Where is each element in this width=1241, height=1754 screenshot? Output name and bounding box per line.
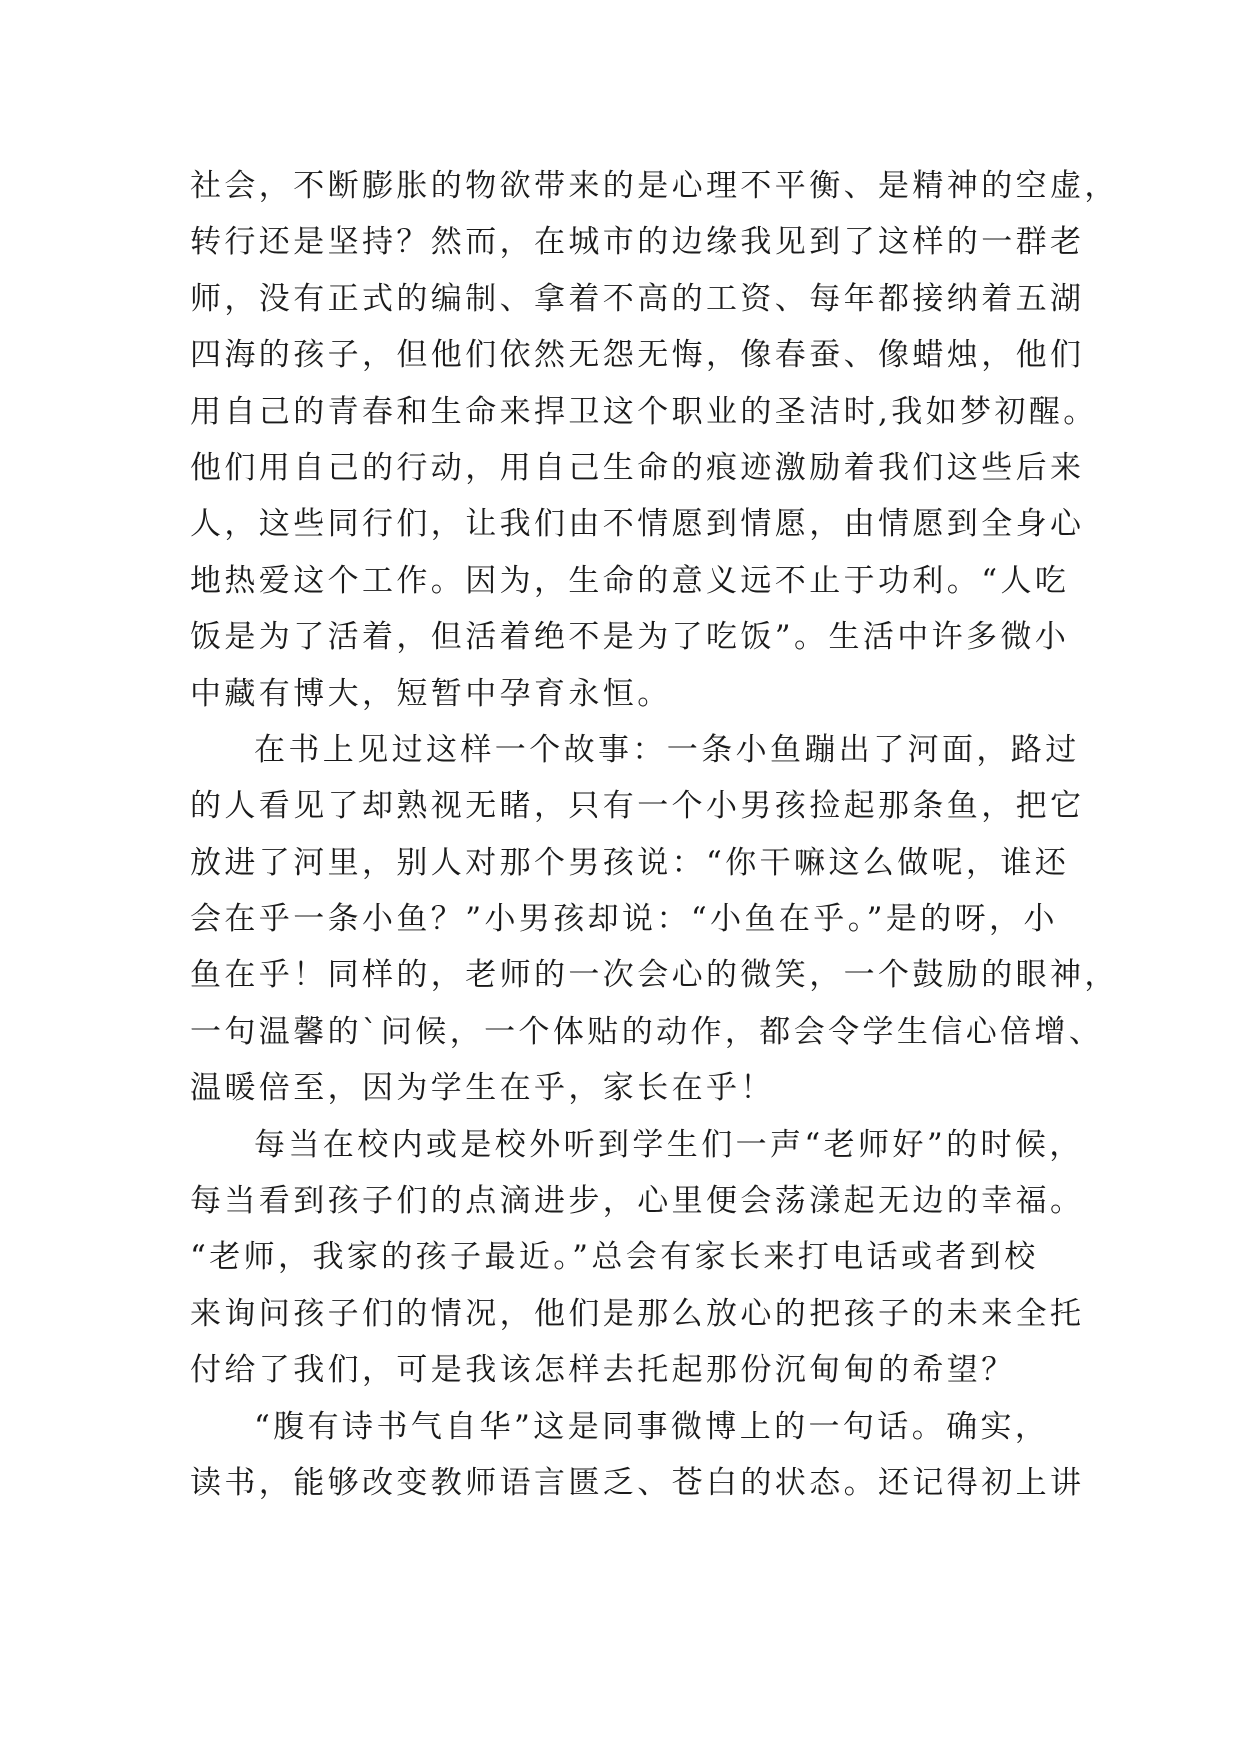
text-line: 会在乎一条小鱼？”小男孩却说：“小鱼在乎。”是的呀，小 — [190, 901, 1058, 938]
text-line: 转行还是坚持？然而，在城市的边缘我见到了这样的一群老 — [190, 224, 1085, 261]
text-line: 温暖倍至，因为学生在乎，家长在乎！ — [190, 1070, 775, 1107]
text-line: 中藏有博大，短暂中孕育永恒。 — [190, 675, 672, 712]
text-line: 放进了河里，别人对那个男孩说：“你干嘛这么做呢，谁还 — [190, 844, 1070, 881]
text-line: 他们用自己的行动，用自己生命的痕迹激励着我们这些后来 — [190, 449, 1085, 486]
paragraph-start-line: 每当在校内或是校外听到学生们一声“老师好”的时候， — [254, 1126, 1084, 1163]
text-line: 付给了我们，可是我该怎样去托起那份沉甸甸的希望？ — [190, 1352, 1016, 1389]
text-line: 读书，能够改变教师语言匮乏、苍白的状态。还记得初上讲 — [190, 1464, 1085, 1501]
text-line: 用自己的青春和生命来捍卫这个职业的圣洁时,我如梦初醒。 — [190, 393, 1098, 430]
text-line: 人，这些同行们，让我们由不情愿到情愿，由情愿到全身心 — [190, 506, 1085, 543]
text-line: 师，没有正式的编制、拿着不高的工资、每年都接纳着五湖 — [190, 280, 1085, 317]
text-line: 鱼在乎！同样的，老师的一次会心的微笑，一个鼓励的眼神， — [190, 957, 1119, 994]
paragraph-start-line: 在书上见过这样一个故事：一条小鱼蹦出了河面，路过 — [254, 731, 1080, 768]
paragraph-start-line: “腹有诗书气自华”这是同事微博上的一句话。确实， — [254, 1408, 1050, 1445]
text-line: 一句温馨的`问候，一个体贴的动作，都会令学生信心倍增、 — [190, 1013, 1104, 1050]
text-line: 来询问孩子们的情况，他们是那么放心的把孩子的未来全托 — [190, 1295, 1085, 1332]
text-line: 社会，不断膨胀的物欲带来的是心理不平衡、是精神的空虚， — [190, 168, 1119, 204]
text-line: 饭是为了活着，但活着绝不是为了吃饭”。生活中许多微小 — [190, 619, 1070, 656]
text-line: “老师，我家的孩子最近。”总会有家长来打电话或者到校 — [190, 1239, 1039, 1276]
text-line: 每当看到孩子们的点滴进步，心里便会荡漾起无边的幸福。 — [190, 1183, 1085, 1220]
text-line: 四海的孩子，但他们依然无怨无悔，像春蚕、像蜡烛，他们 — [190, 337, 1085, 374]
text-line: 地热爱这个工作。因为，生命的意义远不止于功利。“人吃 — [190, 562, 1070, 599]
document-body — [190, 158, 1119, 1511]
text-line: 的人看见了却熟视无睹，只有一个小男孩捡起那条鱼，把它 — [190, 788, 1085, 825]
